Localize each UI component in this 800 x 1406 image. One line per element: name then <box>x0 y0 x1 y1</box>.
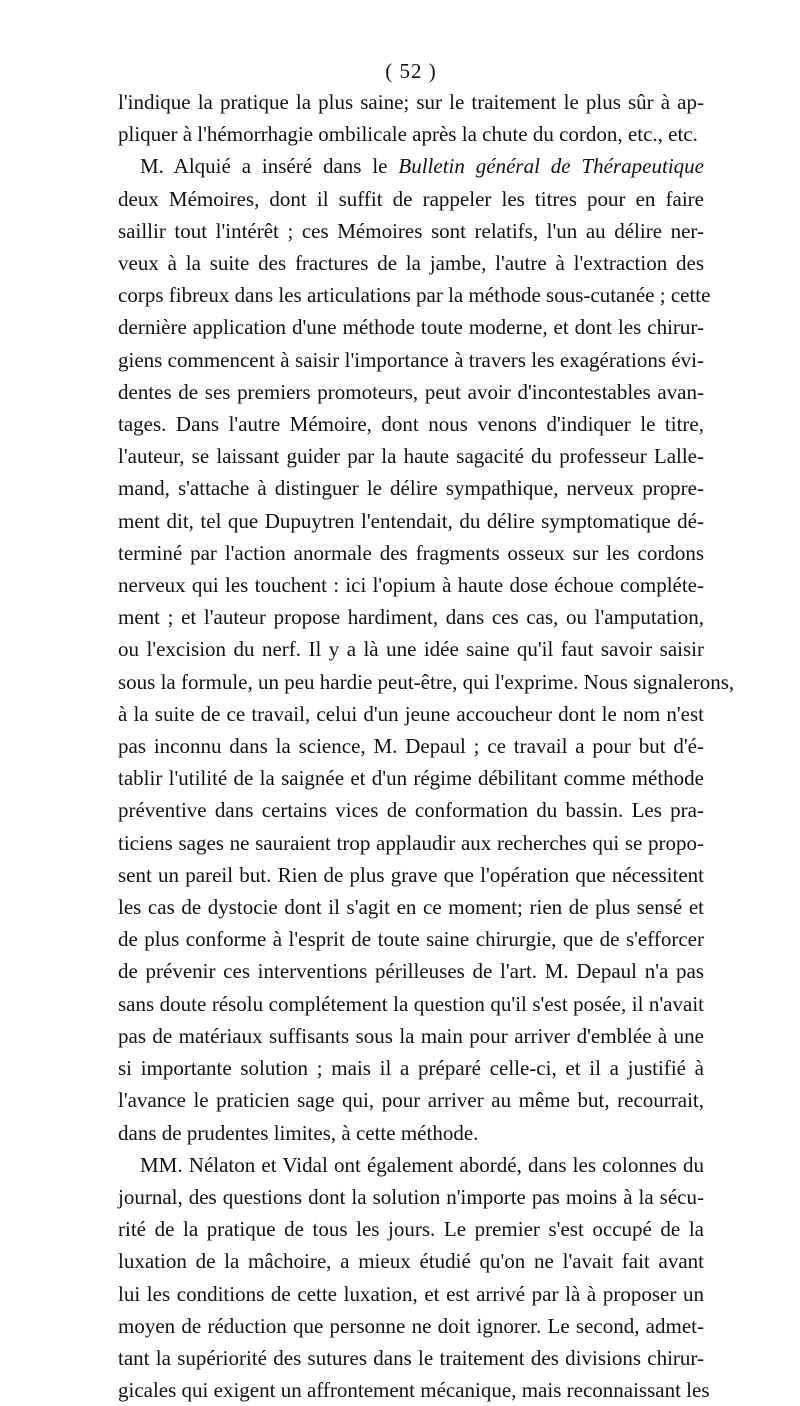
text-line: à la suite de ce travail, celui d'un jeune accoucheur dont le nom n'est <box>118 701 704 726</box>
text-line: gicales qui exigent un affrontement mécanique, mais reconnaissant les <box>118 1378 710 1403</box>
text-line: ou l'excision du nerf. Il y a là une idée saine qu'il faut savoir saisir <box>118 637 704 662</box>
text-line: MM. Nélaton et Vidal ont également abordé, dans les colonnes du <box>140 1152 704 1177</box>
text-line: rité de la pratique de tous les jours. Le premier s'est occupé de la <box>118 1217 704 1242</box>
page-number: ( 52 ) <box>385 59 437 83</box>
text-line: dernière application d'une méthode toute moderne, et dont les chirur- <box>118 315 704 340</box>
text-line: journal, des questions dont la solution n'importe pas moins à la sécu- <box>118 1184 704 1209</box>
text-line: luxation de la mâchoire, a mieux étudié qu'on ne l'avait fait avant <box>118 1249 704 1274</box>
text-line: dentes de ses premiers promoteurs, peut avoir d'incontestables avan- <box>118 379 704 404</box>
text-line: l'indique la pratique la plus saine; sur le traitement le plus sûr à ap- <box>118 90 704 114</box>
text-line: deux Mémoires, dont il suffit de rappeler les titres pour en faire <box>118 186 704 211</box>
text-line: de plus conforme à l'esprit de toute saine chirurgie, que de s'efforcer <box>118 927 704 952</box>
text-segment: M. Alquié a inséré dans le <box>140 154 399 179</box>
text-line: corps fibreux dans les articulations par la méthode sous-cutanée ; cette <box>118 283 711 308</box>
journal-title: Bulletin général de Thérapeutique <box>398 154 704 179</box>
text-line: mand, s'attache à distinguer le délire sympathique, nerveux propre- <box>118 476 704 501</box>
text-line: ment ; et l'auteur propose hardiment, dans ces cas, ou l'amputation, <box>118 605 704 630</box>
text-line: veux à la suite des fractures de la jambe, l'autre à l'extraction des <box>118 251 704 276</box>
paragraph <box>118 86 704 150</box>
text-line: l'avance le praticien sage qui, pour arriver au même but, recourrait, <box>118 1088 704 1113</box>
text-line: pas de matériaux suffisants sous la main pour arriver d'emblée à une <box>118 1023 704 1048</box>
text-line: nerveux qui les touchent : ici l'opium à haute dose échoue compléte- <box>118 573 704 598</box>
text-line: tant la supériorité des sutures dans le traitement des divisions chirur- <box>118 1345 704 1370</box>
text-line: sans doute résolu complétement la question qu'il s'est posée, il n'avait <box>118 991 704 1016</box>
text-line: préventive dans certains vices de conformation du bassin. Les pra- <box>118 798 704 823</box>
text-line: pliquer à l'hémorrhagie ombilicale après la chute du cordon, etc., etc. <box>118 122 698 147</box>
text-line: l'auteur, se laissant guider par la haute sagacité du professeur Lalle- <box>118 444 704 469</box>
text-line <box>118 150 704 182</box>
text-line: tages. Dans l'autre Mémoire, dont nous venons d'indiquer le titre, <box>118 412 704 437</box>
paragraph <box>118 1149 710 1406</box>
text-line: pas inconnu dans la science, M. Depaul ; ce travail a pour but d'é- <box>118 734 704 759</box>
text-line: lui les conditions de cette luxation, et est arrivé par là à proposer un <box>118 1281 704 1306</box>
text-line: sous la formule, un peu hardie peut-être, qui l'exprime. Nous signalerons, <box>118 669 735 694</box>
paragraph <box>118 150 735 1148</box>
text-line: moyen de réduction que personne ne doit ignorer. Le second, admet- <box>118 1313 704 1338</box>
text-line: tablir l'utilité de la saignée et d'un régime débilitant comme méthode <box>118 766 704 791</box>
text-line: de prévenir ces interventions périlleuses de l'art. M. Depaul n'a pas <box>118 959 704 984</box>
text-line: si importante solution ; mais il a préparé celle-ci, et il a justifié à <box>118 1056 704 1081</box>
text-line: ticiens sages ne sauraient trop applaudir aux recherches qui se propo- <box>118 830 704 855</box>
text-line: dans de prudentes limites, à cette méthode. <box>118 1120 479 1145</box>
page-body-text <box>118 86 735 1406</box>
text-line: les cas de dystocie dont il s'agit en ce moment; rien de plus sensé et <box>118 895 704 920</box>
text-line: saillir tout l'intérêt ; ces Mémoires sont relatifs, l'un au délire ner- <box>118 218 704 243</box>
text-line: terminé par l'action anormale des fragments osseux sur les cordons <box>118 540 704 565</box>
text-line: sent un pareil but. Rien de plus grave que l'opération que nécessitent <box>118 862 704 887</box>
text-line: giens commencent à saisir l'importance à travers les exagérations évi- <box>118 347 704 372</box>
text-line: ment dit, tel que Dupuytren l'entendait, du délire symptomatique dé- <box>118 508 704 533</box>
